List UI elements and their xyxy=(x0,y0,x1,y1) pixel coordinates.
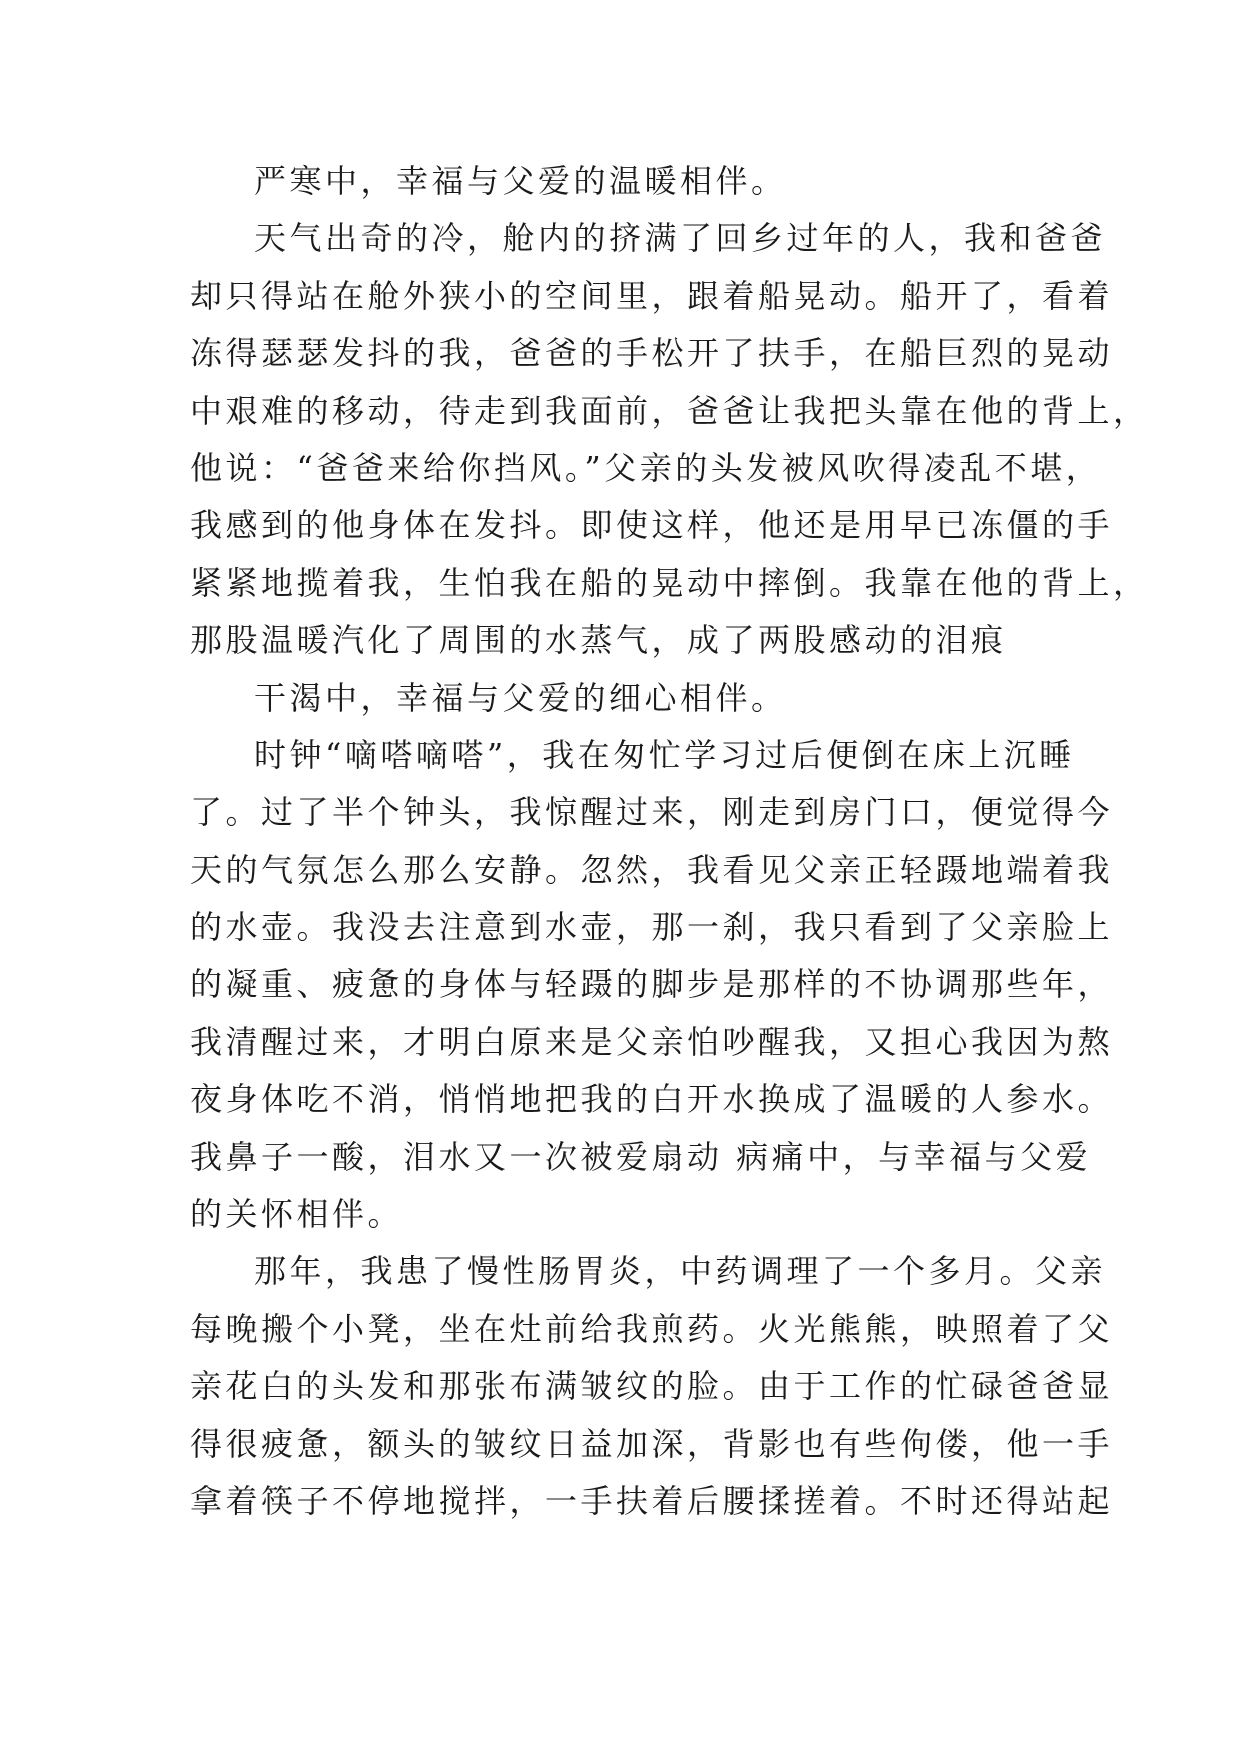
text-line: 夜身体吃不消，悄悄地把我的白开水换成了温暖的人参水。 xyxy=(190,1080,1114,1119)
text-line: 他说：“爸爸来给你挡风。”父亲的头发被风吹得凌乱不堪， xyxy=(190,448,1102,487)
text-line: 每晚搬个小凳，坐在灶前给我煎药。火光熊熊，映照着了父 xyxy=(190,1309,1114,1348)
text-line: 紧紧地揽着我，生怕我在船的晃动中摔倒。我靠在他的背上， xyxy=(190,563,1149,602)
text-line: 我清醒过来，才明白原来是父亲怕吵醒我，又担心我因为熬 xyxy=(190,1022,1114,1061)
text-line: 的凝重、疲惫的身体与轻蹑的脚步是那样的不协调那些年， xyxy=(190,965,1114,1004)
text-line: 时钟“嘀嗒嘀嗒”，我在匆忙学习过后便倒在床上沉睡 xyxy=(254,735,1075,774)
text-line: 我鼻子一酸，泪水又一次被爱扇动 病痛中，与幸福与父爱 xyxy=(190,1137,1092,1176)
text-line: 拿着筷子不停地搅拌，一手扶着后腰揉搓着。不时还得站起 xyxy=(190,1481,1114,1520)
text-line: 却只得站在舱外狭小的空间里，跟着船晃动。船开了，看着 xyxy=(190,276,1114,315)
text-line: 那股温暖汽化了周围的水蒸气，成了两股感动的泪痕 xyxy=(190,621,1007,660)
text-line: 冻得瑟瑟发抖的我，爸爸的手松开了扶手，在船巨烈的晃动 xyxy=(190,334,1114,373)
text-line: 天的气氛怎么那么安静。忽然，我看见父亲正轻蹑地端着我 xyxy=(190,850,1114,889)
text-line: 天气出奇的冷，舱内的挤满了回乡过年的人，我和爸爸 xyxy=(254,219,1107,258)
text-line: 了。过了半个钟头，我惊醒过来，刚走到房门口，便觉得今 xyxy=(190,793,1114,832)
text-line: 的关怀相伴。 xyxy=(190,1195,404,1234)
essay-body xyxy=(190,153,1149,1530)
paragraph-heading: 干渴中，幸福与父爱的细心相伴。 xyxy=(254,678,787,717)
text-line: 我感到的他身体在发抖。即使这样，他还是用早已冻僵的手 xyxy=(190,506,1114,545)
text-line: 中艰难的移动，待走到我面前，爸爸让我把头靠在他的背上， xyxy=(190,391,1149,430)
paragraph-heading: 严寒中，幸福与父爱的温暖相伴。 xyxy=(254,162,787,200)
text-line: 亲花白的头发和那张布满皱纹的脸。由于工作的忙碌爸爸显 xyxy=(190,1367,1114,1406)
text-line: 那年，我患了慢性肠胃炎，中药调理了一个多月。父亲 xyxy=(254,1252,1107,1291)
text-line: 的水壶。我没去注意到水壶，那一刹，我只看到了父亲脸上 xyxy=(190,908,1114,947)
text-line: 得很疲惫，额头的皱纹日益加深，背影也有些佝偻，他一手 xyxy=(190,1424,1114,1463)
